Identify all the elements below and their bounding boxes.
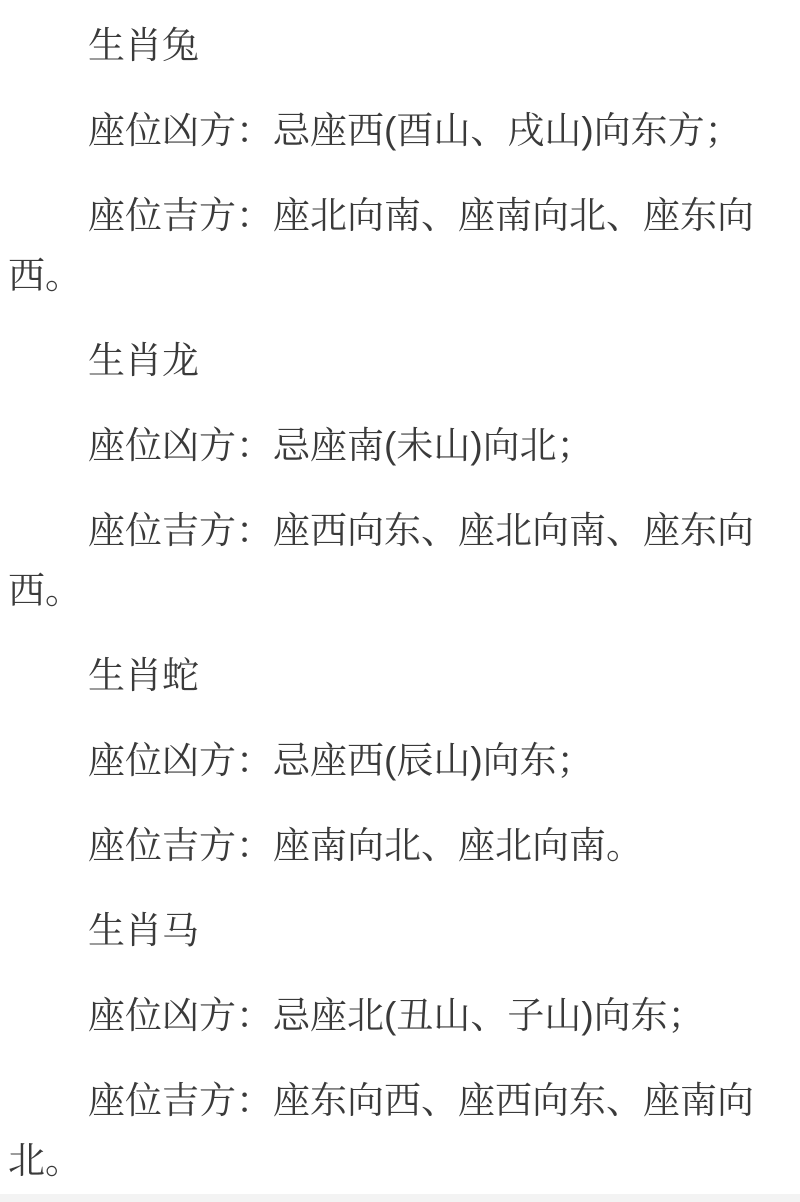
zodiac-title-snake: 生肖蛇 [88,655,199,696]
zodiac-title-dragon: 生肖龙 [88,340,199,381]
horse-lucky-direction-line: 座位吉方：座东向西、座西向东、座南向北。 [8,1080,754,1181]
bottom-divider [0,1194,800,1202]
section-snake [8,646,768,876]
dragon-unlucky-direction-line: 座位凶方：忌座南(未山)向北； [88,425,594,466]
snake-lucky-direction-line: 座位吉方：座南向北、座北向南。 [88,825,643,866]
rabbit-unlucky-direction-line: 座位凶方：忌座西(酉山、戌山)向东方； [88,110,742,151]
horse-unlucky-direction-line: 座位凶方：忌座北(丑山、子山)向东； [88,995,705,1036]
zodiac-title-horse: 生肖马 [88,910,199,951]
rabbit-lucky-direction-line: 座位吉方：座北向南、座南向北、座东向西。 [8,195,754,296]
snake-unlucky-direction-line: 座位凶方：忌座西(辰山)向东； [88,740,594,781]
zodiac-title-rabbit: 生肖兔 [88,25,199,66]
section-dragon [8,331,768,621]
dragon-lucky-direction-line: 座位吉方：座西向东、座北向南、座东向西。 [8,510,754,611]
section-horse [8,901,768,1191]
section-rabbit [8,16,768,306]
